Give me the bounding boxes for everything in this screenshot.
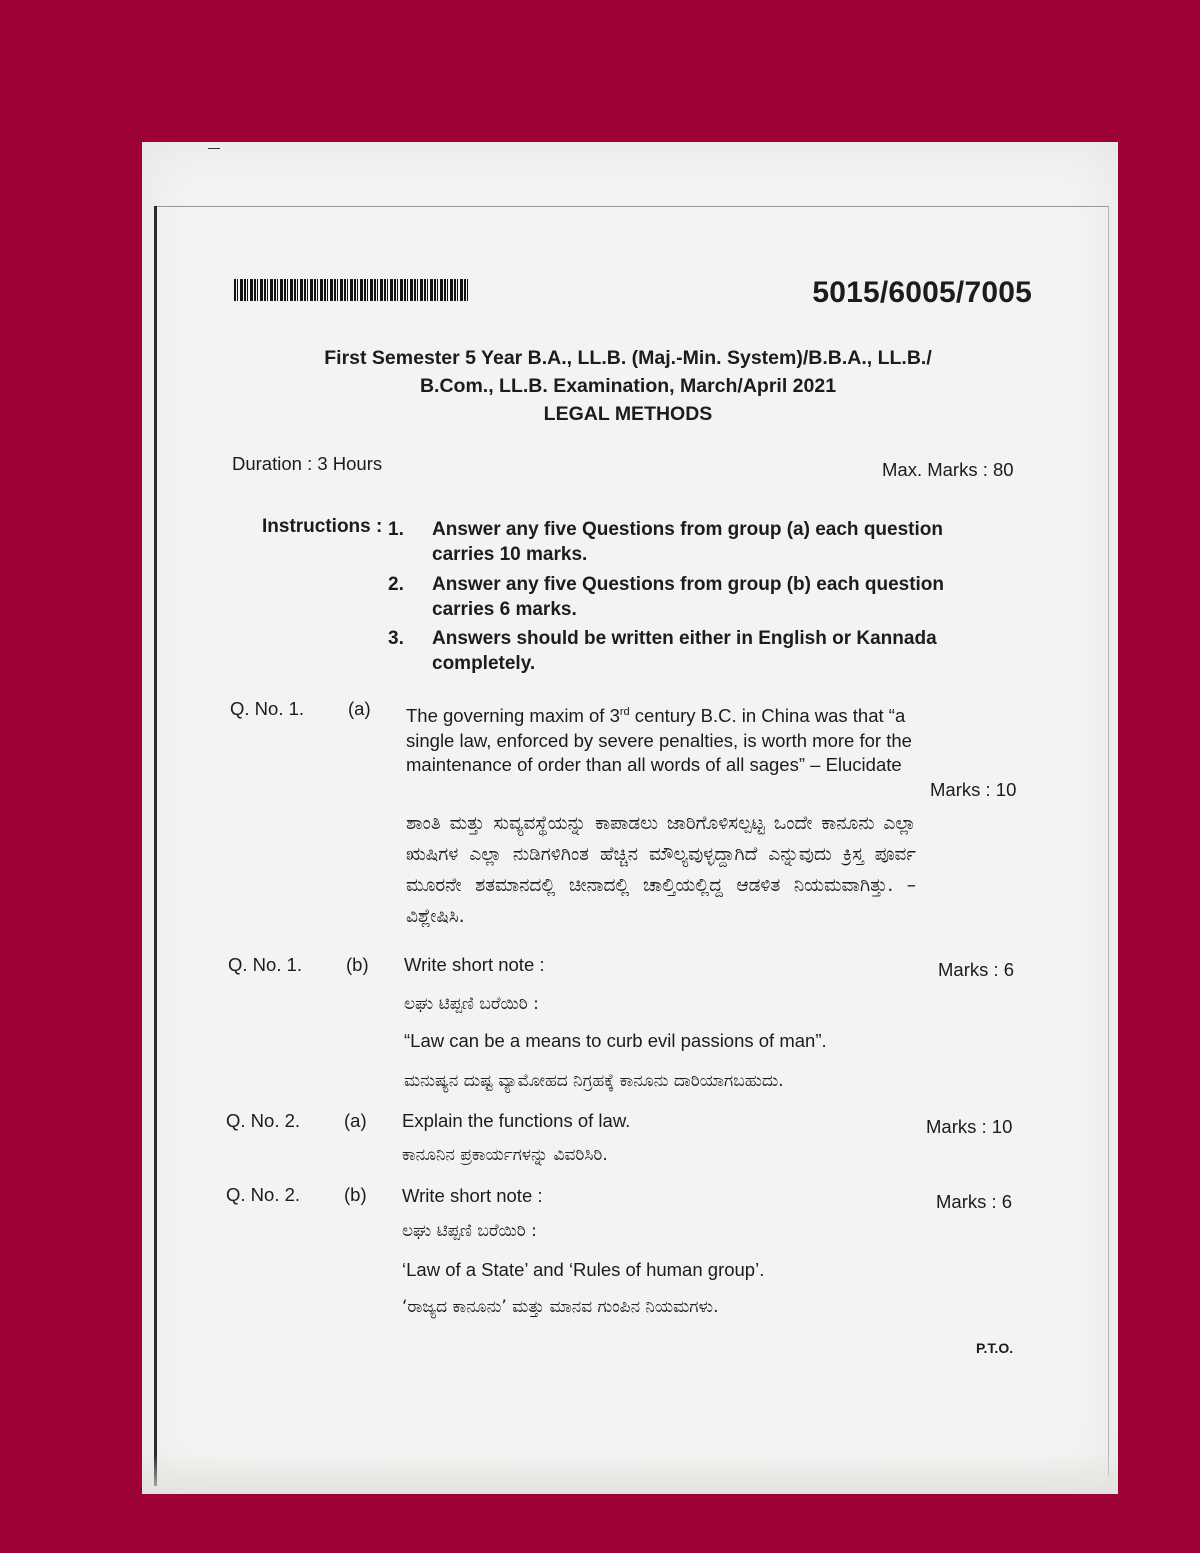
question-2b-english: Write short note : — [402, 1185, 543, 1206]
barcode-image — [234, 279, 470, 301]
exam-paper-sheet — [142, 142, 1118, 1494]
question-1b-english: Write short note : — [404, 954, 545, 975]
instruction-item-2 — [388, 572, 948, 622]
instruction-item-3 — [388, 626, 948, 676]
question-1a-english — [406, 700, 916, 778]
subject-title: LEGAL METHODS — [543, 403, 713, 425]
marks-label: Marks : 10 — [926, 1116, 1013, 1137]
max-marks: Max. Marks : 80 — [882, 459, 1014, 480]
question-2b-english-topic: ‘Law of a State’ and ‘Rules of human group’. — [402, 1259, 765, 1280]
question-1b-kannada: ಲಘು ಟಿಪ್ಪಣಿ ಬರೆಯಿರಿ : — [404, 994, 539, 1014]
instruction-item-1 — [388, 517, 948, 567]
duration: Duration : 3 Hours — [232, 453, 383, 474]
marks-label: Marks : 6 — [936, 1191, 1013, 1212]
question-text-cont: century B.C. in China was that “a single law, enforced by severe penalties, is worth more for the maintenance of order than all words of all sages” – Elucidate — [406, 705, 912, 776]
question-number: Q. No. 2. — [226, 1184, 301, 1205]
instruction-number: 3. — [388, 628, 404, 649]
question-text: The governing maxim of 3 — [406, 705, 620, 727]
instruction-number: 2. — [388, 574, 404, 595]
marks-label: Marks : 10 — [930, 779, 1017, 800]
pto-label: P.T.O. — [976, 1340, 1014, 1356]
question-part: (b) — [346, 954, 369, 975]
question-1a-kannada: ಶಾಂತಿ ಮತ್ತು ಸುವ್ಯವಸ್ಥೆಯನ್ನು ಕಾಪಾಡಲು ಜಾರಿಗೊಳಿಸಲ್ಪಟ್ಟ ಒಂದೇ ಕಾನೂನು ಎಲ್ಲಾ ಋಷಿಗಳ ಎಲ್ಲಾ ನುಡಿಗಳಿಗಿಂತ ಹೆಚ್ಚಿನ ಮೌಲ್ಯವುಳ್ಳದ್ದಾಗಿದೆ ಎನ್ನುವುದು ಕ್ರಿಸ್ತ ಪೂರ್ವ ಮೂರನೇ ಶತಮಾನದಲ್ಲಿ ಚೀನಾದಲ್ಲಿ ಚಾಲ್ತಿಯಲ್ಲಿದ್ದ ಆಡಳಿತ ನಿಯಮವಾಗಿತ್ತು. – ವಿಶ್ಲೇಷಿಸಿ. — [406, 813, 916, 927]
question-part: (a) — [344, 1110, 367, 1131]
question-part: (b) — [344, 1184, 367, 1205]
instructions-label: Instructions : — [262, 516, 383, 537]
question-2b-kannada: ಲಘು ಟಿಪ್ಪಣಿ ಬರೆಯಿರಿ : — [402, 1221, 537, 1241]
instruction-text: Answer any five Questions from group (b) each question carries 6 marks. — [432, 574, 945, 620]
page-border-right — [1108, 206, 1109, 1476]
superscript: rd — [619, 706, 630, 718]
exam-title-line-1: First Semester 5 Year B.A., LL.B. (Maj.-Min. System)/B.B.A., LL.B./ — [324, 347, 932, 369]
question-number: Q. No. 1. — [228, 954, 303, 975]
instruction-text: Answer any five Questions from group (a) each question carries 10 marks. — [432, 519, 943, 565]
exam-title-line-2: B.Com., LL.B. Examination, March/April 2021 — [419, 375, 837, 397]
paper-code: 5015/6005/7005 — [812, 276, 1032, 309]
question-1b-kannada-topic: ಮನುಷ್ಯನ ದುಷ್ಟ ವ್ಯಾಮೋಹದ ನಿಗ್ರಹಕ್ಕೆ ಕಾನೂನು ದಾರಿಯಾಗಬಹುದು. — [404, 1071, 784, 1091]
question-2b-kannada-topic: ‘ರಾಜ್ಯದ ಕಾನೂನು’ ಮತ್ತು ಮಾನವ ಗುಂಪಿನ ನಿಯಮಗಳು. — [402, 1297, 719, 1317]
question-2a-kannada: ಕಾನೂನಿನ ಪ್ರಕಾರ್ಯಗಳನ್ನು ವಿವರಿಸಿರಿ. — [402, 1145, 608, 1165]
marks-label: Marks : 6 — [938, 959, 1015, 980]
question-number: Q. No. 2. — [226, 1110, 301, 1131]
question-part: (a) — [348, 698, 371, 719]
scan-shadow — [142, 1454, 1118, 1494]
question-2a-english: Explain the functions of law. — [402, 1110, 631, 1131]
question-1b-english-topic: “Law can be a means to curb evil passions of man”. — [404, 1030, 827, 1051]
page-border-top — [156, 206, 1108, 207]
instruction-text: Answers should be written either in English or Kannada completely. — [432, 628, 937, 674]
instruction-number: 1. — [388, 519, 404, 540]
scan-mark — [208, 148, 220, 149]
page-border-left — [154, 206, 157, 1486]
question-number: Q. No. 1. — [230, 698, 305, 719]
